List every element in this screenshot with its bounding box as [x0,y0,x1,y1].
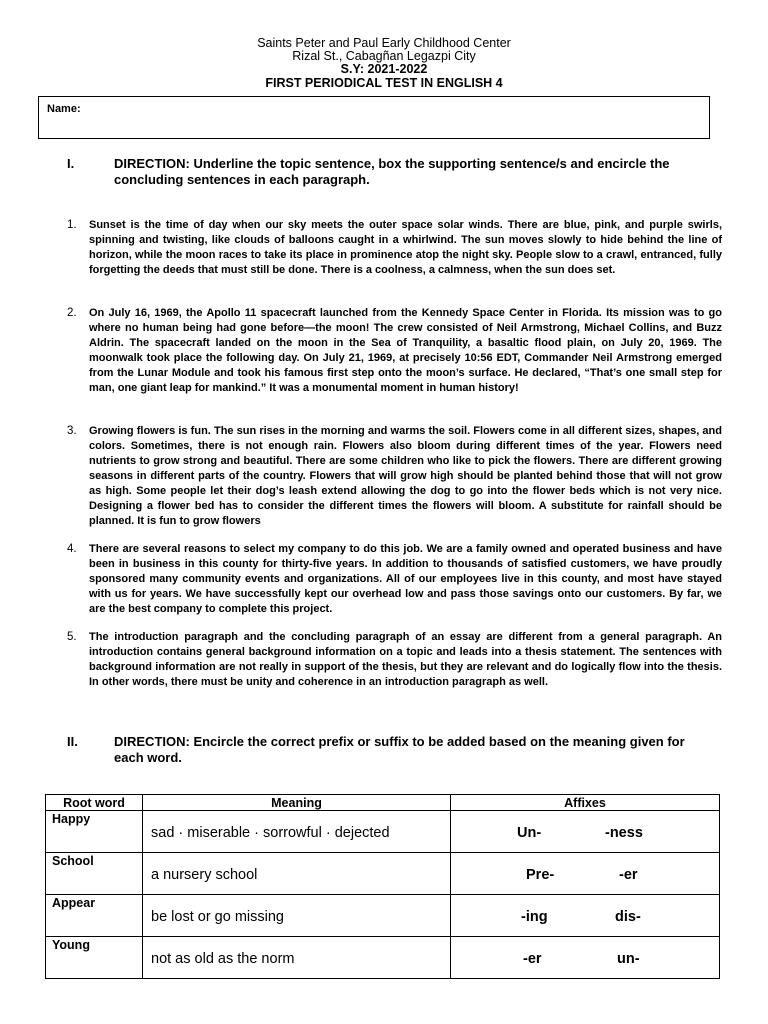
table-row [46,937,720,979]
root-word: Happy [52,812,91,826]
item-number: 2. [67,307,77,319]
item-number: 1. [67,219,77,231]
root-word: School [52,854,94,868]
root-word: Young [52,938,90,952]
item-text: Sunset is the time of day when our sky meets the outer space solar winds. There are blue, pink, and purple swirls, spinning and twisting, like clouds of balloons caught in a whirlwind. The sun moves slowly to hide behind the line of horizon, while the moon races to take its place in prominence atop the night sky. People slow to a crawl, entranced, fully forgetting the deeds that must still be done. There is a coolness, a calmness, when the sun does set. [89,219,722,276]
item-text: Growing flowers is fun. The sun rises in the morning and warms the soil. Flowers come in all different sizes, shapes, and colors. Sometimes, there is not enough rain. Flowers also bloom during different times of the year. Flowers need nutrients to grow strong and beautiful. There are some children who like to pick the flowers. There are different growing seasons in different parts of the country. Flowers that will grow high should be planted behind those that will not grow as high. Some people let their dog’s leash extend allowing the dog to go into the flower beds which is not very nice. Designing a flower bed has to consider the different times the flowers will bloom. A substitute for rainfall should be planned. It is fun to grow flowers [89,425,722,527]
table-row [46,853,720,895]
affix-option[interactable]: -er [619,867,638,883]
affix-option[interactable]: -ness [605,825,643,841]
root-word: Appear [52,896,96,910]
name-box[interactable] [38,96,710,139]
test-header [0,36,768,90]
part1-direction-text: DIRECTION: Underline the topic sentence, box the supporting sentence/s and encircle the concluding sentences in each paragraph. [114,156,670,187]
meaning: a nursery school [151,867,258,883]
header-meaning: Meaning [143,795,451,811]
meaning: be lost or go missing [151,909,284,925]
table-row [46,811,720,853]
item-text: There are several reasons to select my company to do this job. We are a family owned and operated business and have been in business in this county for thirty-five years. In addition to thousands of satisfied customers, we have proudly sponsored many community events and organizations. All of our employees live in this county, and most have stayed with us for years. We have successfully kept our overhead low and pass those savings onto our customers. By far, we are the best company to complete this project. [89,543,722,615]
name-label: Name: [47,103,81,115]
school-name: Saints Peter and Paul Early Childhood Center [257,36,511,50]
affix-option[interactable]: dis- [615,909,641,925]
affix-option[interactable]: -er [523,951,542,967]
item-number: 3. [67,425,77,437]
meaning: sad · miserable · sorrowful · dejected [151,825,390,841]
affix-option[interactable]: -ing [521,909,548,925]
item-text: The introduction paragraph and the concluding paragraph of an essay are different from a general paragraph. An introduction contains general background information on a topic and leads into a thesis statement. The sentences with background information are not really in support of the thesis, but they are relevant and do logically flow into the thesis. In other words, there must be unity and coherence in an introduction paragraph as well. [89,631,722,688]
affix-option[interactable]: un- [617,951,640,967]
part2-number: II. [67,734,78,749]
affix-option[interactable]: Un- [517,825,542,841]
affix-option[interactable]: Pre- [526,867,555,883]
test-title: FIRST PERIODICAL TEST IN ENGLISH 4 [265,76,503,90]
school-year: S.Y: 2021-2022 [340,62,428,76]
table-row [46,895,720,937]
header-root-word: Root word [46,795,143,811]
part2-direction-text: DIRECTION: Encircle the correct prefix or suffix to be added based on the meaning given for each word. [114,734,685,765]
school-address: Rizal St., Cabagñan Legazpi City [292,49,476,63]
part1-number: I. [67,156,75,171]
item-text: On July 16, 1969, the Apollo 11 spacecraft launched from the Kennedy Space Center in Florida. Its mission was to go where no human being had gone before—the moon! The crew consisted of Neil Armstrong, Michael Collins, and Buzz Aldrin. The spacecraft landed on the moon in the Sea of Tranquility, a basaltic flood plain, on July 20, 1969. The moonwalk took place the following day. On July 21, 1969, at precisely 10:56 EDT, Commander Neil Armstrong emerged from the Lunar Module and took his famous first step onto the moon’s surface. He declared, “That’s one small step for man, one giant leap for mankind.” It was a monumental moment in human history! [89,307,722,394]
table-header-row [46,795,720,811]
affix-table [45,794,720,979]
meaning: not as old as the norm [151,951,295,967]
item-number: 5. [67,631,77,643]
item-number: 4. [67,543,77,555]
header-affixes: Affixes [451,795,720,811]
